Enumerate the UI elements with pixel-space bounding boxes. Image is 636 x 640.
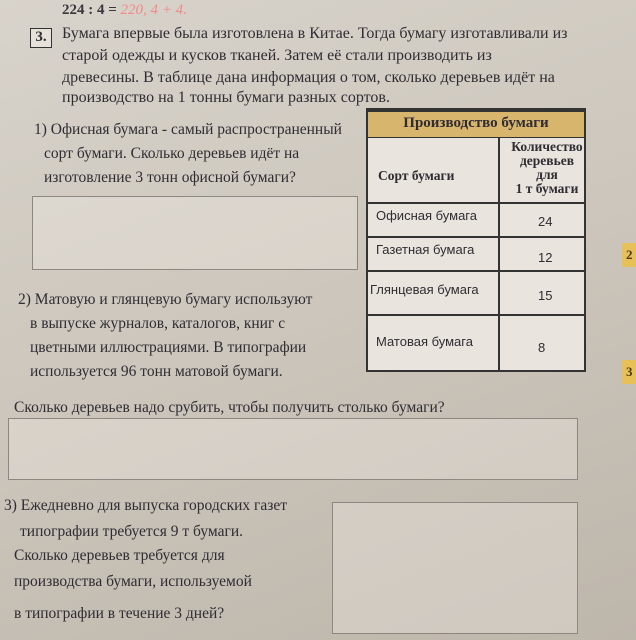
intro-line-2: старой одежды и кусков тканей. Затем её стали производить из bbox=[62, 47, 492, 64]
handwritten-answer: 220, 4 + 4. bbox=[120, 2, 187, 18]
question-3-line-1: 3) Ежедневно для выпуска городских газет bbox=[4, 497, 288, 514]
previous-exercise-formula bbox=[62, 0, 187, 20]
question-2-line-5: Сколько деревьев надо срубить, чтобы получить столько бумаги? bbox=[14, 399, 445, 416]
table-divider bbox=[368, 110, 584, 112]
table-row-divider bbox=[368, 236, 584, 238]
question-2-line-4: используется 96 тонн матовой бумаги. bbox=[30, 363, 283, 380]
intro-line-4: производство на 1 тонны бумаги разных сортов. bbox=[62, 89, 390, 106]
column-header-trees-line-2: деревьев для bbox=[519, 153, 575, 182]
task-number: 3. bbox=[30, 28, 52, 48]
question-2-line-3: цветными иллюстрациями. В типографии bbox=[30, 339, 307, 356]
side-badge-2: 2 bbox=[622, 243, 636, 267]
question-3-line-2: типографии требуется 9 т бумаги. bbox=[20, 523, 243, 540]
row-1-type: Офисная бумага bbox=[376, 208, 477, 223]
formula-text: 224 : 4 = bbox=[62, 2, 117, 18]
question-1-line-2: сорт бумаги. Сколько деревьев идёт на bbox=[44, 145, 300, 162]
row-3-trees: 15 bbox=[538, 288, 553, 303]
answer-box-3[interactable] bbox=[332, 502, 578, 634]
question-2-line-1: 2) Матовую и глянцевую бумагу используют bbox=[18, 291, 313, 308]
table-title: Производство бумаги bbox=[368, 110, 584, 138]
row-2-type: Газетная бумага bbox=[376, 242, 475, 257]
row-2-trees: 12 bbox=[538, 250, 553, 265]
column-header-trees-line-3: 1 т бумаги bbox=[515, 181, 579, 196]
answer-box-2[interactable] bbox=[8, 418, 578, 480]
column-header-type: Сорт бумаги bbox=[378, 168, 455, 183]
question-3-line-3: Сколько деревьев требуется для bbox=[14, 547, 225, 564]
row-1-trees: 24 bbox=[538, 214, 553, 229]
intro-line-1: Бумага впервые была изготовлена в Китае. Тогда бумагу изготавливали из bbox=[62, 25, 568, 42]
table-column-divider bbox=[498, 138, 500, 370]
row-4-type: Матовая бумага bbox=[376, 334, 473, 349]
row-4-trees: 8 bbox=[538, 340, 546, 355]
column-header-trees-line-1: Количество bbox=[511, 139, 583, 154]
column-header-trees bbox=[508, 140, 586, 196]
intro-line-3: древесины. В таблице дана информация о том, сколько деревьев идёт на bbox=[62, 69, 555, 86]
paper-production-table bbox=[366, 108, 586, 372]
question-2-line-2: в выпуске журналов, каталогов, книг с bbox=[30, 315, 286, 332]
row-3-type: Глянцевая бумага bbox=[370, 282, 479, 297]
question-1-line-1: 1) Офисная бумага - самый распространенный bbox=[34, 121, 342, 138]
side-badge-3: 3 bbox=[622, 360, 636, 384]
table-row-divider bbox=[368, 314, 584, 316]
question-3-line-5: в типографии в течение 3 дней? bbox=[14, 605, 225, 622]
table-row-divider bbox=[368, 270, 584, 272]
table-row-divider bbox=[368, 202, 584, 204]
answer-box-1[interactable] bbox=[32, 196, 358, 270]
question-3-line-4: производства бумаги, используемой bbox=[14, 573, 252, 590]
question-1-line-3: изготовление 3 тонн офисной бумаги? bbox=[44, 169, 296, 186]
